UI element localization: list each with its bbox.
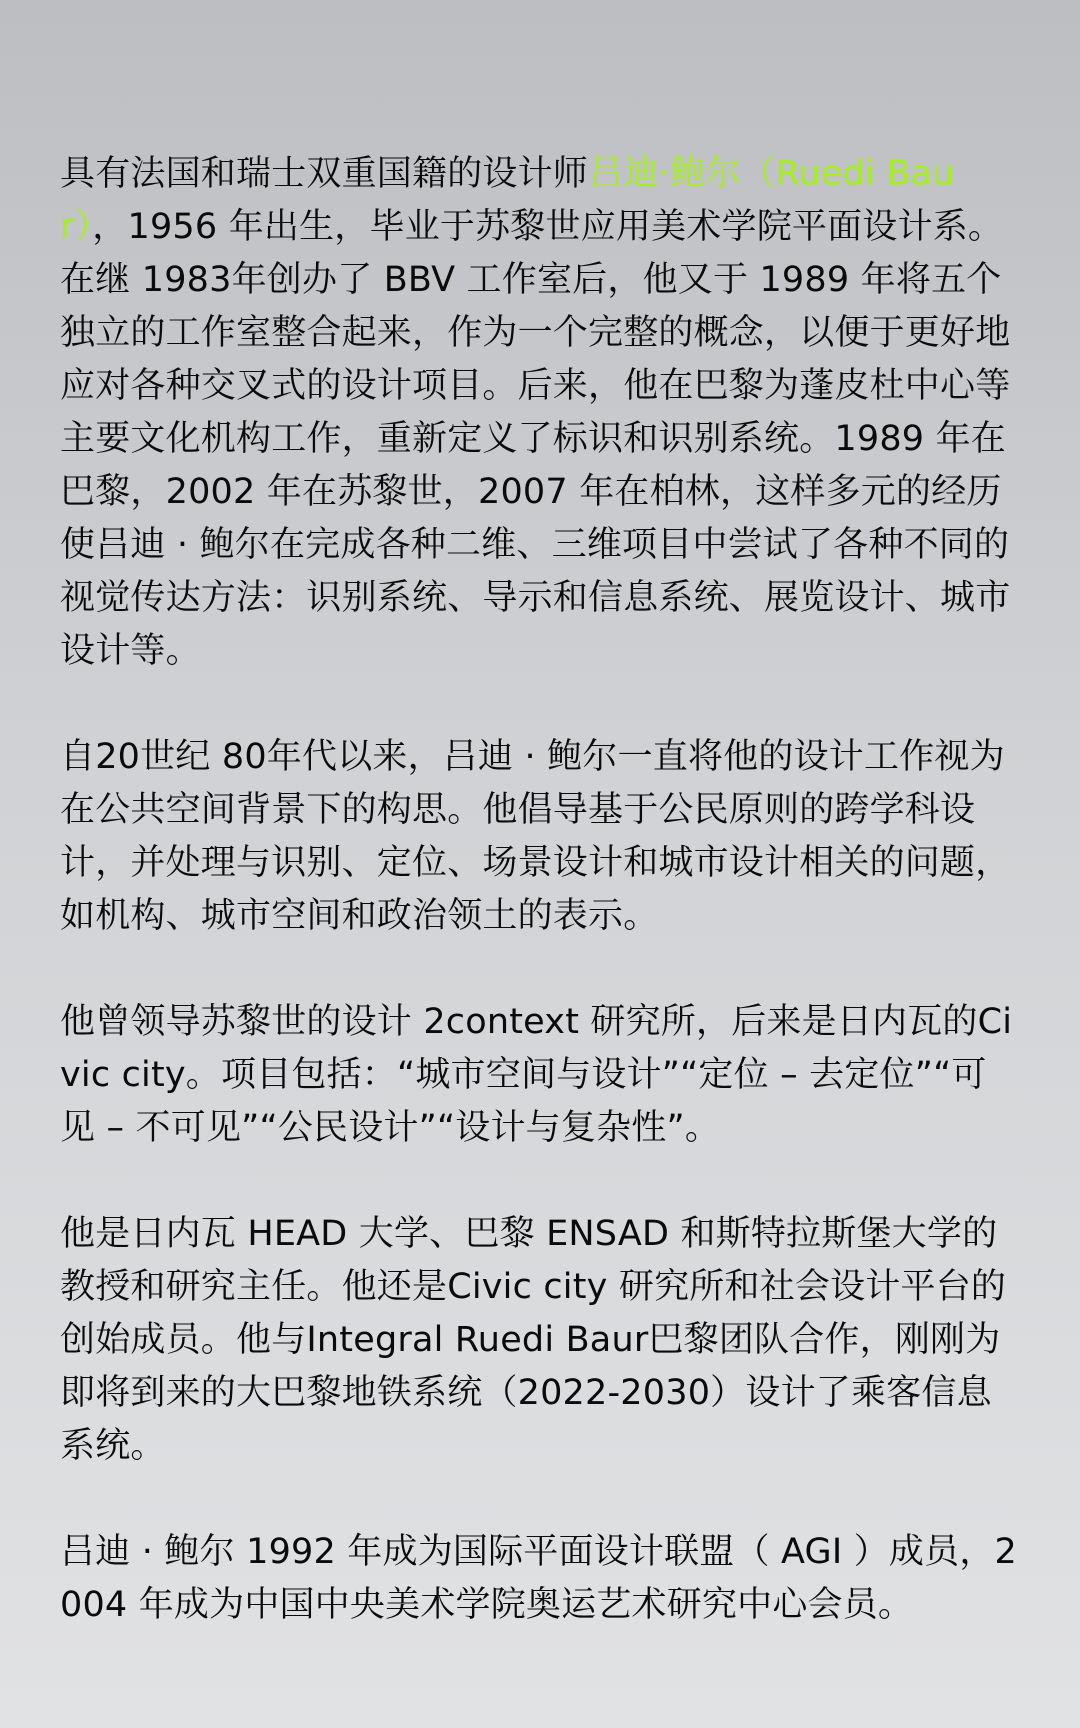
bio-paragraph-memberships: 吕迪 · 鲍尔 1992 年成为国际平面设计联盟（ AGI ）成员，2004 年成为中国中央美术学院奥运艺术研究中心会员。 — [60, 1532, 1017, 1625]
intro-text-lead: 具有法国和瑞士双重国籍的设计师 — [60, 154, 589, 194]
bio-paragraph-philosophy: 自20世纪 80年代以来，吕迪 · 鲍尔一直将他的设计工作视为在公共空间背景下的构思。他倡导基于公民原则的跨学科设计，并处理与识别、定位、场景设计和城市设计相关的问题，如机构、城市空间和政治领土的表示。 — [60, 737, 1011, 936]
bio-paragraph-intro — [60, 148, 1020, 678]
bio-paragraph-teaching: 他是日内瓦 HEAD 大学、巴黎 ENSAD 和斯特拉斯堡大学的教授和研究主任。他还是Civic city 研究所和社会设计平台的创始成员。他与Integral Ruedi Baur巴黎团队合作，刚刚为即将到来的大巴黎地铁系统（2022-2030）设计了乘客信息系统。 — [60, 1214, 1007, 1466]
intro-text-body: ，1956 年出生，毕业于苏黎世应用美术学院平面设计系。在继 1983年创办了 BBV 工作室后，他又于 1989 年将五个独立的工作室整合起来，作为一个完整的概念，以便于更好地应对各种交叉式的设计项目。后来，他在巴黎为蓬皮杜中心等主要文化机构工作，重新定义了标识和识别系统。1989 年在巴黎，2002 年在苏黎世，2007 年在柏林，这样多元的经历使吕迪 · 鲍尔在完成各种二维、三维项目中尝试了各种不同的视觉传达方法：识别系统、导示和信息系统、展览设计、城市设计等。 — [60, 207, 1011, 671]
bio-paragraph-projects: 他曾领导苏黎世的设计 2context 研究所，后来是日内瓦的Civic city。项目包括：“城市空间与设计”“定位 – 去定位”“可见 – 不可见”“公民设计”“设计与复杂性”。 — [60, 1002, 1013, 1148]
designer-name-highlight: 吕迪·鲍尔（Ruedi Baur） — [60, 154, 955, 247]
